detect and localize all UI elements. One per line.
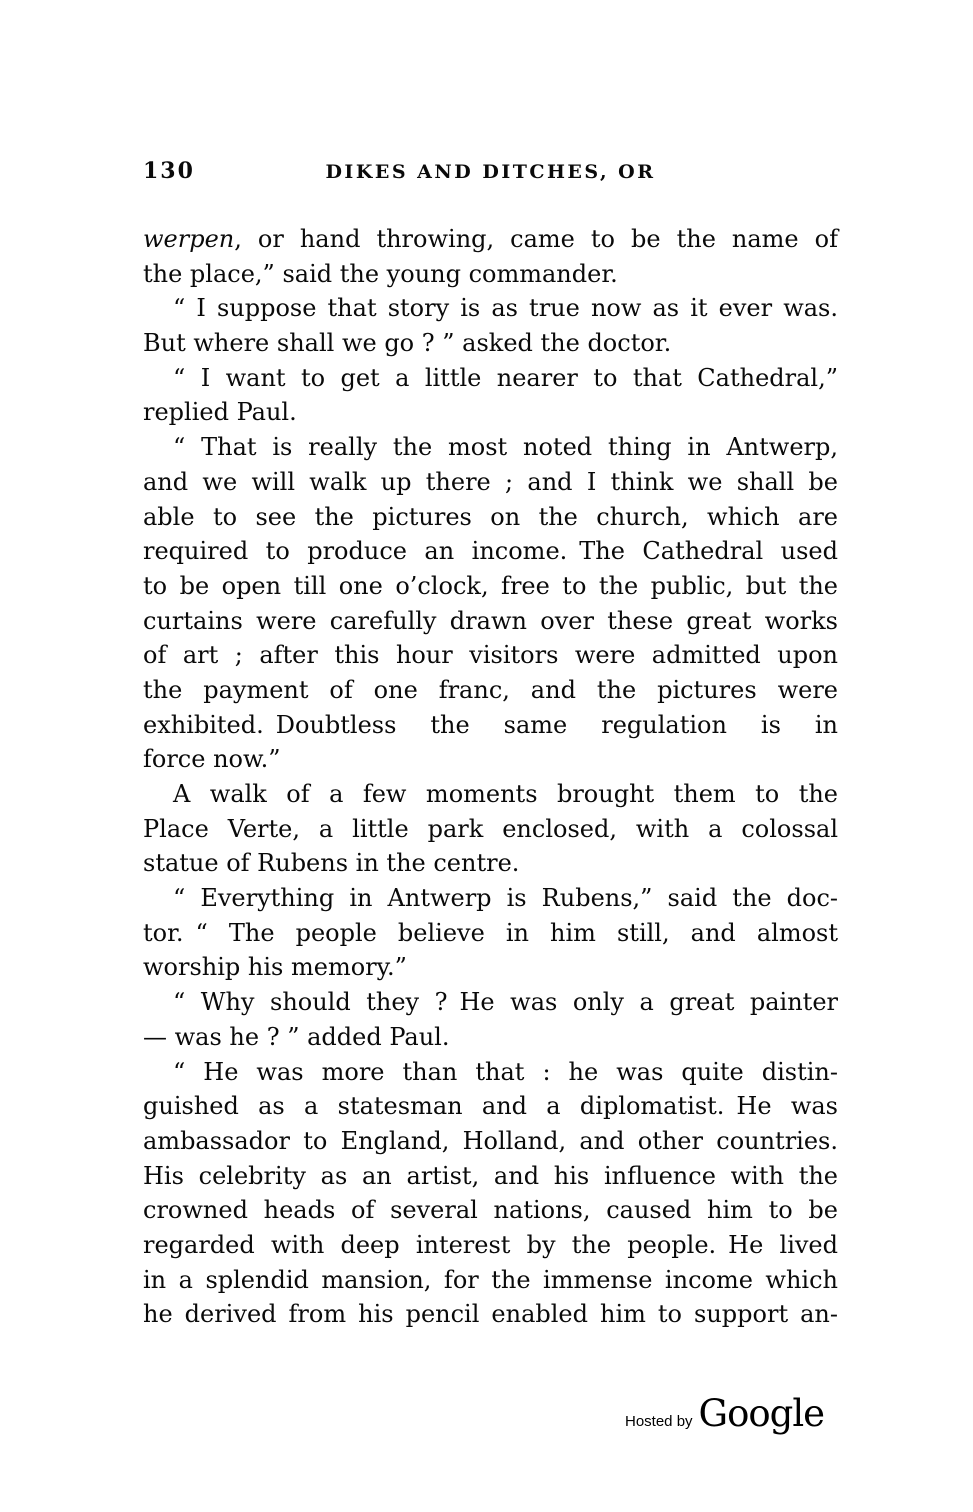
text-segment: tor. “ The people believe in him still, and almost: [143, 918, 838, 947]
text-segment: “ Everything in Antwerp is Rubens,” said the doc-: [173, 884, 838, 913]
text-segment: to be open till one o’clock, free to the public, but the: [143, 571, 838, 600]
text-segment: the place,” said the young commander.: [143, 259, 618, 288]
text-line: [143, 534, 838, 569]
text-segment: curtains were carefully drawn over these great works: [143, 606, 838, 635]
text-line: [143, 742, 838, 777]
text-line: [143, 846, 838, 881]
text-line: [143, 1089, 838, 1124]
text-line: [143, 222, 838, 257]
text-line: [143, 812, 838, 847]
text-segment: of art ; after this hour visitors were admitted upon: [143, 641, 838, 670]
text-line: [143, 1263, 838, 1298]
hosted-by-label: Hosted by: [625, 1413, 693, 1430]
text-segment: exhibited. Doubtless the same regulation is in: [143, 710, 838, 739]
text-segment: he derived from his pencil enabled him to support an-: [143, 1300, 838, 1329]
text-segment: But where shall we go ? ” asked the doctor.: [143, 329, 672, 358]
text-segment: A walk of a few moments brought them to the: [173, 780, 838, 808]
text-line: [143, 916, 838, 951]
text-line: [143, 395, 838, 430]
text-segment: “ I suppose that story is as true now as it ever was.: [173, 294, 838, 323]
text-segment: ambassador to England, Holland, and other countries.: [143, 1126, 838, 1155]
text-segment: able to see the pictures on the church, which are: [143, 502, 838, 531]
text-line: [143, 985, 838, 1020]
text-line: [143, 777, 838, 812]
text-line: [143, 604, 838, 639]
text-segment: statue of Rubens in the centre.: [143, 849, 520, 878]
text-segment: “ Why should they ? He was only a great painter: [173, 988, 838, 1017]
text-segment: and we will walk up there ; and I think we shall be: [143, 467, 838, 496]
text-segment: the payment of one franc, and the pictures were: [143, 675, 838, 704]
text-line: [143, 673, 838, 708]
body-text: [143, 222, 838, 1332]
google-watermark: [625, 1392, 824, 1435]
text-line: [143, 430, 838, 465]
text-segment: force now.”: [143, 745, 281, 774]
text-line: [143, 950, 838, 985]
text-line: [143, 257, 838, 292]
google-logo: Google: [698, 1392, 825, 1435]
text-segment: required to produce an income. The Cathedral used: [143, 537, 838, 566]
text-segment: “ That is really the most noted thing in Antwerp,: [173, 433, 838, 462]
running-title: DIKES AND DITCHES, OR: [325, 161, 656, 183]
text-segment: “ I want to get a little nearer to that Cathedral,”: [173, 363, 838, 392]
text-line: [143, 1228, 838, 1263]
text-line: [143, 708, 838, 743]
text-line: [143, 291, 838, 326]
text-line: [143, 569, 838, 604]
text-segment: replied Paul.: [143, 398, 297, 427]
text-line: [143, 1193, 838, 1228]
text-line: [143, 638, 838, 673]
text-segment: worship his memory.”: [143, 953, 407, 982]
text-line: [143, 1159, 838, 1194]
text-line: [143, 500, 838, 535]
text-line: [143, 361, 838, 396]
text-line: [143, 1055, 838, 1090]
text-line: [143, 881, 838, 916]
text-line: [143, 1297, 838, 1332]
text-segment: Place Verte, a little park enclosed, with a colossal: [143, 814, 838, 843]
text-segment: “ He was more than that : he was quite distin-: [173, 1057, 838, 1086]
text-segment: regarded with deep interest by the people. He lived: [143, 1230, 838, 1259]
text-line: [143, 1124, 838, 1159]
text-line: [143, 326, 838, 361]
text-segment: — was he ? ” added Paul.: [143, 1022, 450, 1051]
page-number: 130: [143, 158, 195, 184]
text-segment: , or hand throwing, came to be the name of: [234, 225, 838, 253]
italic-text: werpen: [143, 225, 235, 253]
text-segment: His celebrity as an artist, and his influence with the: [143, 1161, 838, 1190]
text-line: [143, 1020, 838, 1055]
text-segment: crowned heads of several nations, caused him to be: [143, 1196, 838, 1225]
text-segment: guished as a statesman and a diplomatist. He was: [143, 1092, 838, 1121]
text-segment: in a splendid mansion, for the immense income which: [143, 1265, 838, 1294]
text-line: [143, 465, 838, 500]
